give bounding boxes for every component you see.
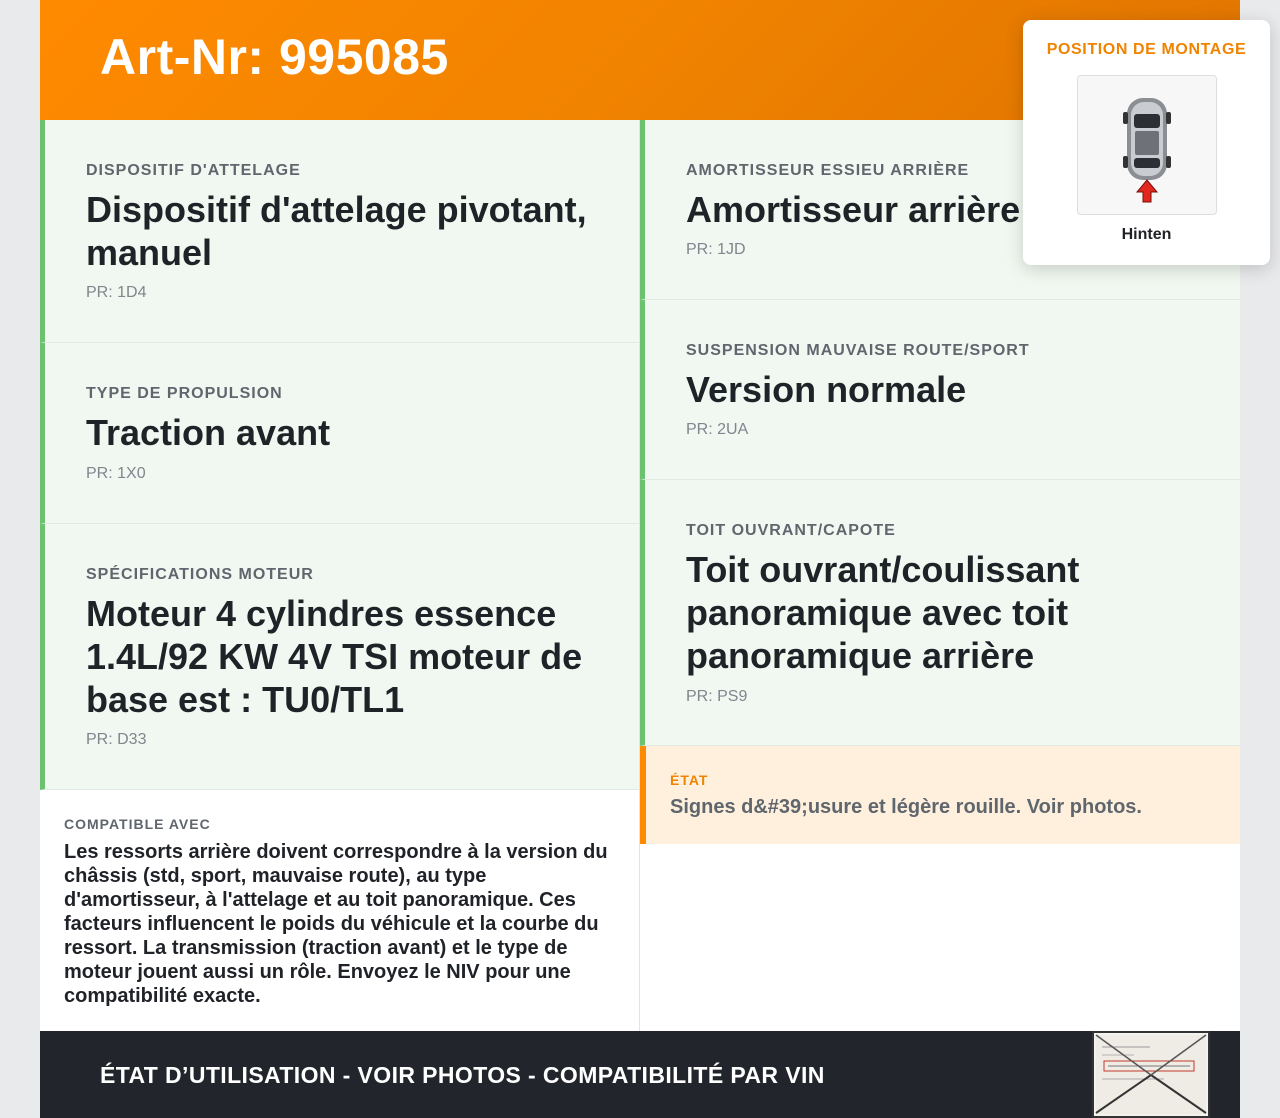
- spec-label: SPÉCIFICATIONS MOTEUR: [86, 566, 314, 583]
- mount-position-image: [1077, 75, 1217, 215]
- spec-label: AMORTISSEUR ESSIEU ARRIÈRE: [686, 162, 970, 179]
- spec-label: SUSPENSION MAUVAISE ROUTE/SPORT: [686, 342, 1030, 359]
- red-arrow-up-icon: [1137, 180, 1157, 202]
- spec-pr-code: PR: 1JD: [686, 241, 746, 258]
- condition-text: Signes d&#39;usure et légère rouille. Voir photos.: [670, 796, 1142, 818]
- mount-position-card: [1023, 20, 1270, 265]
- mount-position-caption: Hinten: [1121, 226, 1172, 243]
- spec-pr-code: PR: 1X0: [86, 465, 146, 482]
- condition-section: [640, 746, 1240, 844]
- spec-pr-code: PR: PS9: [686, 688, 748, 705]
- spec-value: Toit ouvrant/coulissant panoramique avec toit panoramique arrière: [686, 549, 1080, 676]
- spec-value: Amortisseur arrière: [686, 189, 1021, 230]
- mount-position-title: POSITION DE MONTAGE: [1046, 41, 1247, 58]
- compatibility-text: Les ressorts arrière doivent correspondre à la version du châssis (std, sport, mauvaise route), au type d'amortisseur, à l'attelage et au toit panoramique. Ces facteurs influencent le poids du véhicule et la courbe du ressort. La transmission (traction avant) et le type de moteur jouent aussi un rôle. Envoyez le NIV pour une compatibilité exacte.: [64, 841, 608, 1007]
- spec-value: Moteur 4 cylindres essence 1.4L/92 KW 4V TSI moteur de base est : TU0/TL1: [86, 593, 583, 720]
- spec-pr-code: PR: 1D4: [86, 284, 147, 301]
- condition-label: ÉTAT: [670, 772, 709, 788]
- spec-pr-code: PR: D33: [86, 731, 147, 748]
- spec-pr-code: PR: 2UA: [686, 421, 749, 438]
- footer-text: ÉTAT D’UTILISATION - VOIR PHOTOS - COMPATIBILITÉ PAR VIN: [100, 1062, 825, 1088]
- car-top-view-icon: [1078, 76, 1216, 214]
- spec-label: DISPOSITIF D'ATTELAGE: [86, 162, 301, 179]
- compatibility-section: [40, 790, 640, 1031]
- spec-value: Version normale: [686, 369, 967, 410]
- spec-card-attelage: [40, 120, 640, 343]
- spec-card-suspension: [640, 300, 1240, 480]
- spec-value: Traction avant: [86, 412, 331, 453]
- spec-card-moteur: [40, 524, 640, 790]
- spec-label: TOIT OUVRANT/CAPOTE: [686, 522, 896, 539]
- compatibility-label: COMPATIBLE AVEC: [64, 816, 211, 832]
- spec-label: TYPE DE PROPULSION: [86, 385, 283, 402]
- vehicle-document-icon: [1092, 1031, 1210, 1118]
- spec-card-toit: [640, 480, 1240, 746]
- product-sheet: [40, 0, 1247, 1118]
- footer-bar: [40, 1031, 1240, 1118]
- spec-value: Dispositif d'attelage pivotant, manuel: [86, 189, 587, 273]
- spec-card-propulsion: [40, 343, 640, 524]
- article-number: Art-Nr: 995085: [100, 29, 449, 85]
